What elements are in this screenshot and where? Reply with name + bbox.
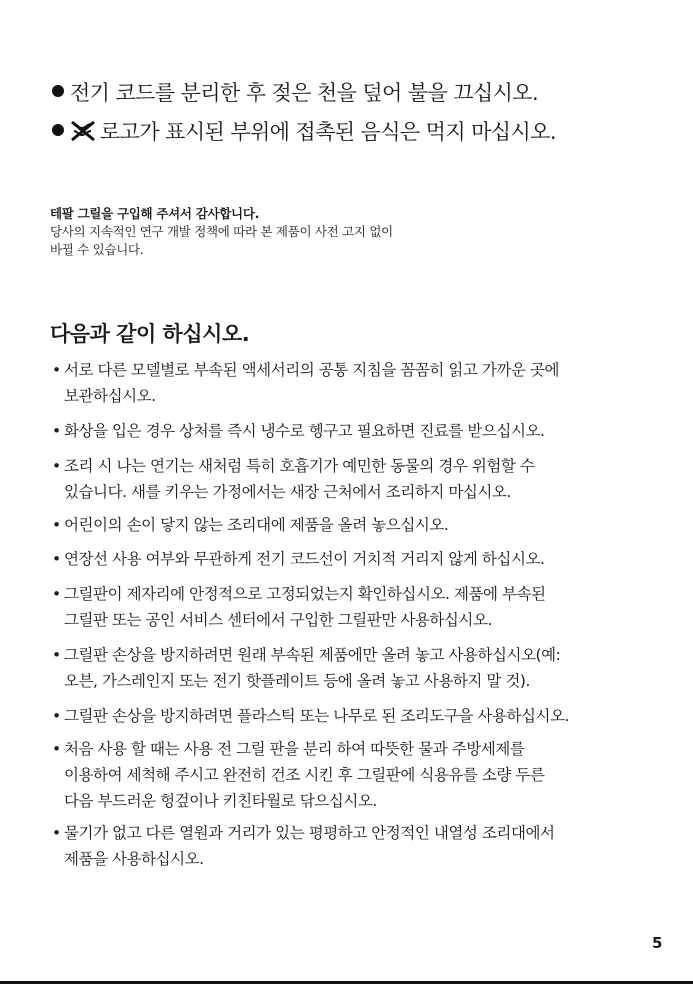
warning-no-eat-text: 로고가 표시된 부위에 접촉된 음식은 먹지 마십시오. — [100, 120, 556, 144]
list-item-text: 어린이의 손이 닿지 않는 조리대에 제품을 올려 놓으십시오. — [64, 516, 449, 534]
thanks-title: 테팔 그릴을 구입해 주셔서 감사합니다. — [50, 206, 260, 221]
warning-unplug — [52, 80, 538, 106]
list-item-text: 연장선 사용 여부와 무관하게 전기 코드선이 거치적 거리지 않게 하십시오. — [64, 550, 545, 568]
list-item — [52, 453, 652, 505]
bullet-dot-icon — [52, 124, 64, 136]
list-item-text: 화상을 입은 경우 상처를 즉시 냉수로 헹구고 필요하면 진료를 받으십시오. — [64, 422, 545, 440]
list-bullet: • — [52, 824, 61, 842]
no-contact-icon — [70, 120, 96, 142]
list-item — [52, 703, 652, 729]
warning-no-eat — [52, 119, 556, 145]
warning-unplug-text: 전기 코드를 분리한 후 젖은 천을 덮어 불을 끄십시오. — [70, 81, 539, 105]
thanks-body-2: 바뀔 수 있습니다. — [50, 242, 144, 257]
thanks-body: 당사의 지속적인 연구 개발 정책에 따라 본 제품이 사전 고지 없이 — [50, 224, 393, 239]
list-item — [52, 418, 652, 444]
list-bullet: • — [52, 646, 61, 664]
list-item-text: 그릴판 손상을 방지하려면 플라스틱 또는 나무로 된 조리도구을 사용하십시오. — [64, 707, 570, 725]
list-item — [52, 581, 652, 633]
list-item — [52, 642, 652, 694]
list-item — [52, 546, 652, 572]
list-bullet: • — [52, 707, 61, 725]
list-bullet: • — [52, 422, 61, 440]
list-bullet: • — [52, 516, 61, 534]
page-number: 5 — [652, 934, 663, 952]
list-item — [52, 736, 652, 814]
list-item-text: 물기가 없고 다른 열원과 거리가 있는 평평하고 안정적인 내열성 조리대에서 제품을 사용하십시오. — [64, 824, 555, 868]
list-bullet: • — [52, 457, 61, 475]
list-item — [52, 357, 652, 409]
list-bullet: • — [52, 550, 61, 568]
section-heading: 다음과 같이 하십시오. — [50, 322, 250, 346]
list-item-text: 그릴판이 제자리에 안정적으로 고정되었는지 확인하십시오. 제품에 부속된 그릴판 또는 공인 서비스 센터에서 구입한 그릴판만 사용하십시오. — [64, 585, 546, 629]
list-bullet: • — [52, 740, 61, 758]
list-item — [52, 512, 652, 538]
list-bullet: • — [52, 361, 61, 379]
bullet-dot-icon — [52, 85, 64, 97]
list-item-text: 그릴판 손상을 방지하려면 원래 부속된 제품에만 올려 놓고 사용하십시오(예: 오븐, 가스레인지 또는 전기 핫플레이트 등에 올려 놓고 사용하지 말 것). — [64, 646, 561, 690]
list-item — [52, 820, 652, 872]
thanks-block — [50, 205, 393, 259]
list-bullet: • — [52, 585, 61, 603]
list-item-text: 서로 다른 모델별로 부속된 액세서리의 공통 지침을 꼼꼼히 읽고 가까운 곳에 보관하십시오. — [64, 361, 559, 405]
list-item-text: 처음 사용 할 때는 사용 전 그릴 판을 분리 하여 따뜻한 물과 주방세제를 이용하여 세척해 주시고 완전히 건조 시킨 후 그릴판에 식용유를 소량 두른 다음 부드러운 헝겊이나 키친타월로 닦으십시오. — [64, 740, 545, 810]
list-item-text: 조리 시 나는 연기는 새처럼 특히 호흡기가 예민한 동물의 경우 위험할 수 있습니다. 새를 키우는 가정에서는 새장 근처에서 조리하지 마십시오. — [64, 457, 535, 501]
